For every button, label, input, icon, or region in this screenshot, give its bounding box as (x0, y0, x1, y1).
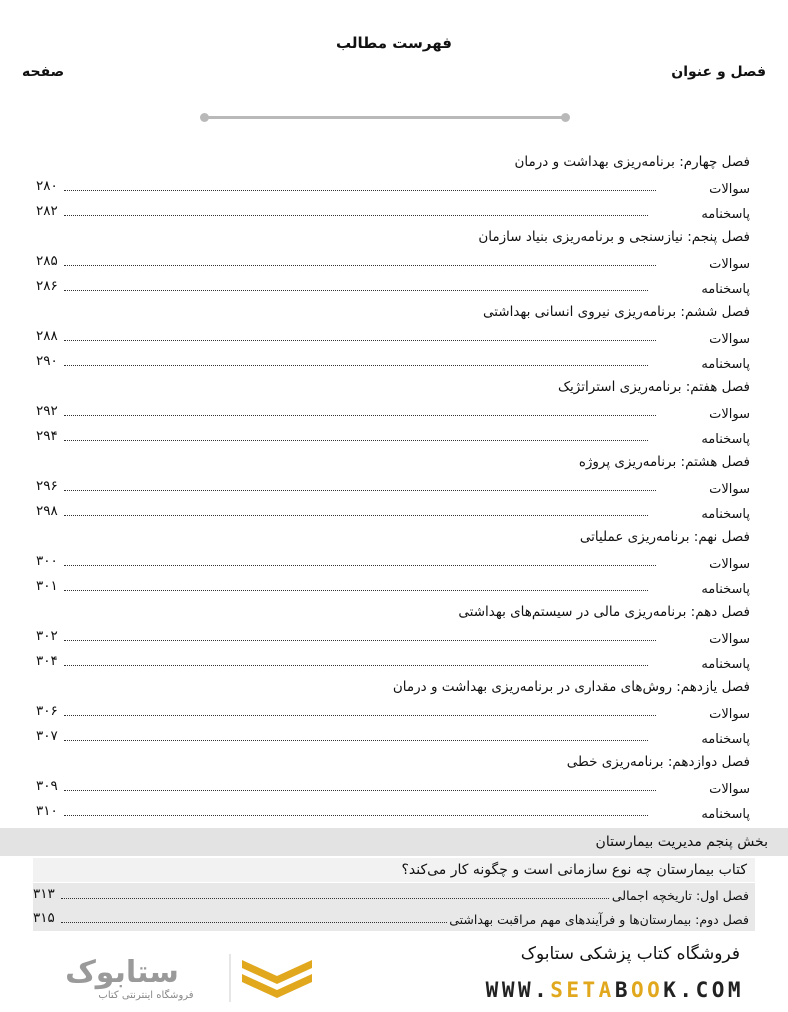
questions-label: سوالات (709, 482, 750, 497)
table-of-contents (36, 150, 750, 825)
url-highlight: SETA (550, 978, 615, 1002)
dot-leader (64, 290, 648, 291)
page-number: ۲۹۸ (36, 503, 58, 519)
dot-leader (64, 365, 648, 366)
page-number: ۳۰۱ (36, 578, 58, 594)
page-number: ۲۹۶ (36, 478, 58, 494)
page-number: ۲۹۲ (36, 403, 58, 419)
toc-entry[interactable] (36, 650, 750, 675)
chapter-heading[interactable]: فصل پنجم: نیازسنجی و برنامه‌ریزی بنیاد سازمان (478, 229, 750, 245)
dot-leader (64, 590, 648, 591)
column-header-page: صفحه (22, 64, 65, 80)
dot-leader (64, 490, 656, 491)
page-number: ۲۸۸ (36, 328, 58, 344)
dot-leader (64, 715, 656, 716)
chapter-heading[interactable]: فصل هفتم: برنامه‌ریزی استراتژیک (557, 379, 750, 395)
dot-leader (64, 740, 648, 741)
questions-label: سوالات (709, 257, 750, 272)
dot-leader (64, 565, 656, 566)
toc-entry[interactable] (36, 425, 750, 450)
store-url[interactable] (404, 978, 744, 1002)
toc-entry[interactable] (36, 350, 750, 375)
page-number: ۲۸۵ (36, 253, 58, 269)
dot-leader (64, 665, 648, 666)
questions-label: سوالات (709, 707, 750, 722)
dot-leader (61, 922, 481, 923)
toc-entry[interactable] (36, 200, 750, 225)
questions-label: سوالات (709, 632, 750, 647)
toc-entry[interactable] (36, 625, 750, 650)
dot-leader (64, 440, 648, 441)
dot-leader (64, 415, 656, 416)
answers-label: پاسخنامه (701, 207, 750, 222)
logo-wordmark: ستابوک (65, 955, 179, 990)
page-number: ۳۰۰ (36, 553, 58, 569)
page-number: ۲۹۴ (36, 428, 58, 444)
book-heading (33, 858, 755, 882)
dot-leader (64, 640, 656, 641)
column-header-chapter: فصل و عنوان (671, 64, 766, 80)
questions-label: سوالات (709, 332, 750, 347)
chapter-title: فصل دوم: بیمارستان‌ها و فرآیندهای مهم مراقبت بهداشتی (449, 912, 749, 927)
questions-label: سوالات (709, 557, 750, 572)
section-heading (0, 828, 788, 856)
page-number: ۳۰۹ (36, 778, 58, 794)
questions-label: سوالات (709, 182, 750, 197)
page-number: ۳۰۲ (36, 628, 58, 644)
page-number: ۲۸۰ (36, 178, 58, 194)
chapter-title: فصل اول: تاریخچه اجمالی (611, 888, 749, 903)
chapter-heading[interactable]: فصل هشتم: برنامه‌ریزی پروژه (578, 454, 750, 470)
decorative-divider (203, 116, 567, 119)
toc-entry[interactable] (36, 575, 750, 600)
answers-label: پاسخنامه (701, 582, 750, 597)
url-part: B (614, 978, 631, 1002)
chapter-heading[interactable]: فصل دهم: برنامه‌ریزی مالی در سیستم‌های بهداشتی (458, 604, 750, 620)
toc-entry[interactable] (36, 775, 750, 800)
chapter-heading[interactable]: فصل نهم: برنامه‌ریزی عملیاتی (579, 529, 750, 545)
dot-leader (64, 340, 656, 341)
questions-label: سوالات (709, 407, 750, 422)
dot-leader (61, 898, 621, 899)
dot-leader (64, 815, 648, 816)
toc-entry[interactable] (36, 800, 750, 825)
page-number: ۳۰۴ (36, 653, 58, 669)
logo-tagline: فروشگاه اینترنتی کتاب (98, 990, 194, 1001)
answers-label: پاسخنامه (701, 732, 750, 747)
chapter-heading[interactable]: فصل چهارم: برنامه‌ریزی بهداشت و درمان (514, 154, 750, 170)
toc-entry[interactable] (36, 725, 750, 750)
dot-leader (64, 790, 656, 791)
page-number: ۳۱۳ (33, 886, 55, 902)
toc-entry[interactable] (36, 475, 750, 500)
toc-entry[interactable] (36, 250, 750, 275)
chapter-heading[interactable]: فصل یازدهم: روش‌های مقداری در برنامه‌ریزی بهداشت و درمان (392, 679, 750, 695)
answers-label: پاسخنامه (701, 507, 750, 522)
toc-entry[interactable] (33, 907, 755, 931)
toc-entry[interactable] (36, 550, 750, 575)
logo-chevron-icon (242, 960, 312, 998)
toc-entry[interactable] (33, 883, 755, 907)
book-title: کتاب بیمارستان چه نوع سازمانی است و چگونه کار می‌کند؟ (401, 862, 747, 878)
page-number: ۲۸۶ (36, 278, 58, 294)
toc-entry[interactable] (36, 325, 750, 350)
toc-entry[interactable] (36, 500, 750, 525)
dot-leader (64, 190, 656, 191)
page-number: ۳۱۵ (33, 910, 55, 926)
dot-leader (64, 515, 648, 516)
answers-label: پاسخنامه (701, 432, 750, 447)
page-number: ۳۰۷ (36, 728, 58, 744)
toc-entry[interactable] (36, 700, 750, 725)
chapter-heading[interactable]: فصل ششم: برنامه‌ریزی نیروی انسانی بهداشتی (482, 304, 750, 320)
page-number: ۳۰۶ (36, 703, 58, 719)
url-part: WWW. (485, 978, 551, 1002)
section-chapters (33, 883, 755, 931)
section-title: بخش پنجم مدیریت بیمارستان (595, 834, 768, 850)
page-number: ۳۱۰ (36, 803, 58, 819)
answers-label: پاسخنامه (701, 282, 750, 297)
questions-label: سوالات (709, 782, 750, 797)
url-part: K.COM (663, 978, 744, 1002)
toc-entry[interactable] (36, 175, 750, 200)
dot-leader (64, 265, 656, 266)
answers-label: پاسخنامه (701, 357, 750, 372)
url-highlight: OO (630, 978, 664, 1002)
page-number: ۲۹۰ (36, 353, 58, 369)
toc-entry[interactable] (36, 400, 750, 425)
page-title: فهرست مطالب (336, 34, 452, 52)
dot-leader (64, 215, 648, 216)
page-number: ۲۸۲ (36, 203, 58, 219)
answers-label: پاسخنامه (701, 807, 750, 822)
store-name: فروشگاه کتاب پزشکی ستابوک (520, 944, 740, 964)
chapter-heading[interactable]: فصل دوازدهم: برنامه‌ریزی خطی (566, 754, 750, 770)
answers-label: پاسخنامه (701, 657, 750, 672)
toc-entry[interactable] (36, 275, 750, 300)
